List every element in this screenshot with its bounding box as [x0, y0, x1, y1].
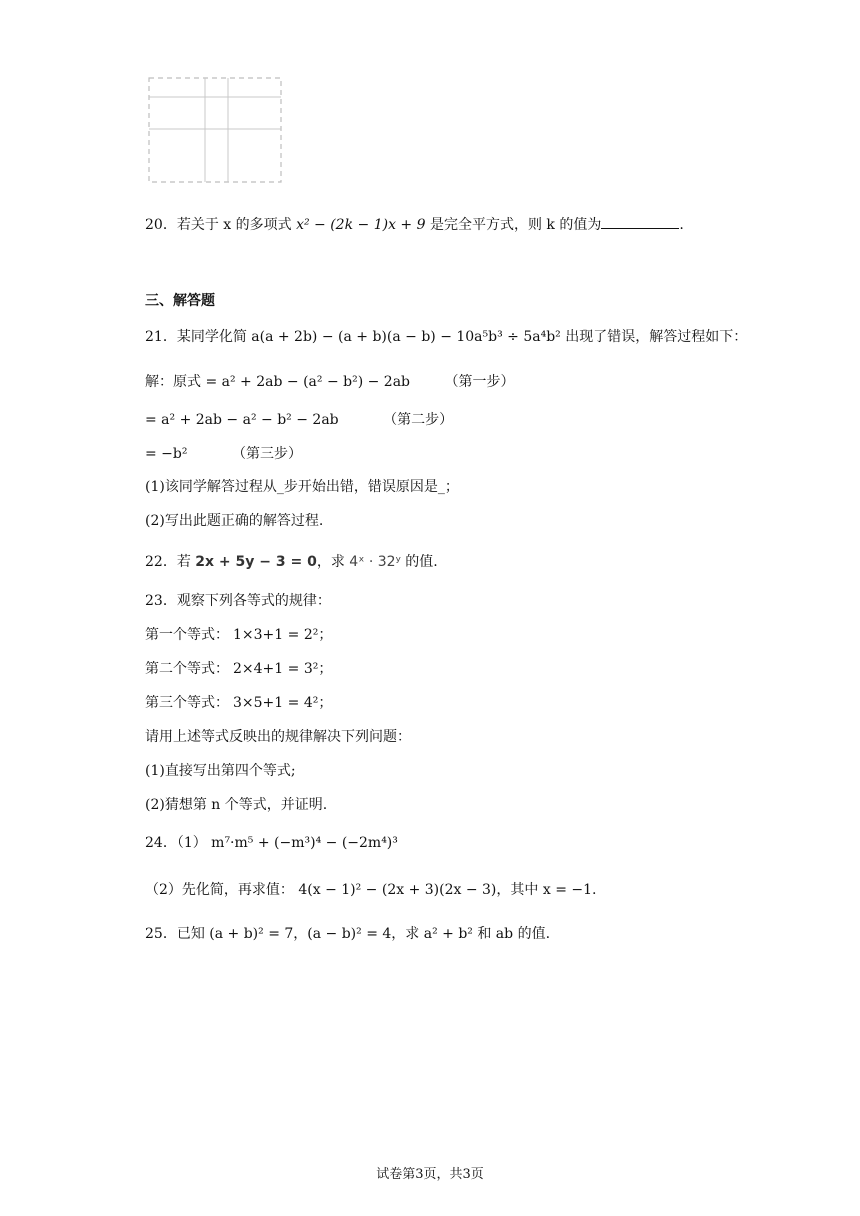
- question-23: 23．观察下列各等式的规律：: [145, 593, 331, 609]
- grid-figure: [148, 77, 284, 185]
- q21-step-1: [145, 372, 514, 392]
- eq1-label: 第一个等式：: [145, 627, 229, 643]
- q21-step3-expr: = −b²: [145, 446, 188, 462]
- q21-step2-note: （第二步）: [383, 412, 454, 428]
- question-20: [145, 214, 684, 235]
- q21-step3-note: （第三步）: [231, 446, 302, 462]
- q20-number: 20．: [145, 217, 177, 233]
- q21-step-2: [145, 410, 453, 430]
- eq1-value: 1×3+1 = 2²；: [233, 627, 333, 643]
- q22-pre: 22．若: [145, 554, 196, 570]
- q21-step2-expr: = a² + 2ab − a² − b² − 2ab: [145, 412, 339, 428]
- q21-subquestion-2: (2)写出此题正确的解答过程.: [145, 513, 324, 529]
- eq3-label: 第三个等式：: [145, 695, 229, 711]
- eq2-value: 2×4+1 = 3²；: [233, 661, 333, 677]
- q23-equation-1: [145, 625, 332, 645]
- page-footer: 试卷第3页，共3页: [376, 1167, 484, 1182]
- q22-mid: ，求: [316, 554, 350, 570]
- eq2-label: 第二个等式：: [145, 661, 229, 677]
- question-24-part-1: 24．（1） m⁷·m⁵ + (−m³)⁴ − (−2m⁴)³: [145, 835, 398, 851]
- answer-blank: [601, 214, 679, 229]
- eq3-value: 3×5+1 = 4²；: [233, 695, 333, 711]
- question-25: 25．已知 (a + b)² = 7，(a − b)² = 4，求 a² + b² 和 ab 的值.: [145, 926, 551, 942]
- q21-step-3: [145, 444, 302, 464]
- q23-ask: 请用上述等式反映出的规律解决下列问题：: [145, 729, 411, 745]
- q20-text-post: 是完全平方式，则 k 的值为: [425, 217, 602, 233]
- question-22: [145, 552, 438, 572]
- q23-subquestion-1: (1)直接写出第四个等式;: [145, 763, 296, 779]
- question-24-part-2: （2）先化简，再求值： 4(x − 1)² − (2x + 3)(2x − 3)，其中 x = −1.: [145, 882, 597, 898]
- question-21: 21．某同学化简 a(a + 2b) − (a + b)(a − b) − 10a⁵b³ ÷ 5a⁴b² 出现了错误，解答过程如下：: [145, 329, 748, 345]
- q20-expression: x² − (2k − 1)x + 9: [296, 217, 426, 233]
- q21-step1-note: （第一步）: [444, 374, 515, 390]
- q22-post: 的值.: [400, 554, 438, 570]
- q23-equation-3: [145, 693, 332, 713]
- q23-equation-2: [145, 659, 332, 679]
- section-heading: 三、解答题: [145, 293, 215, 309]
- q22-expression: 4ˣ · 32ʸ: [349, 554, 401, 570]
- q21-step1-expr: 解：原式 = a² + 2ab − (a² − b²) − 2ab: [145, 374, 411, 390]
- q22-equation: 2x + 5y − 3 = 0: [195, 554, 317, 570]
- q20-text: 若关于 x 的多项式: [176, 217, 297, 233]
- q20-period: .: [679, 217, 684, 233]
- q23-subquestion-2: (2)猜想第 n 个等式，并证明.: [145, 797, 328, 813]
- q21-subquestion-1: (1)该同学解答过程从_步开始出错，错误原因是_；: [145, 479, 459, 495]
